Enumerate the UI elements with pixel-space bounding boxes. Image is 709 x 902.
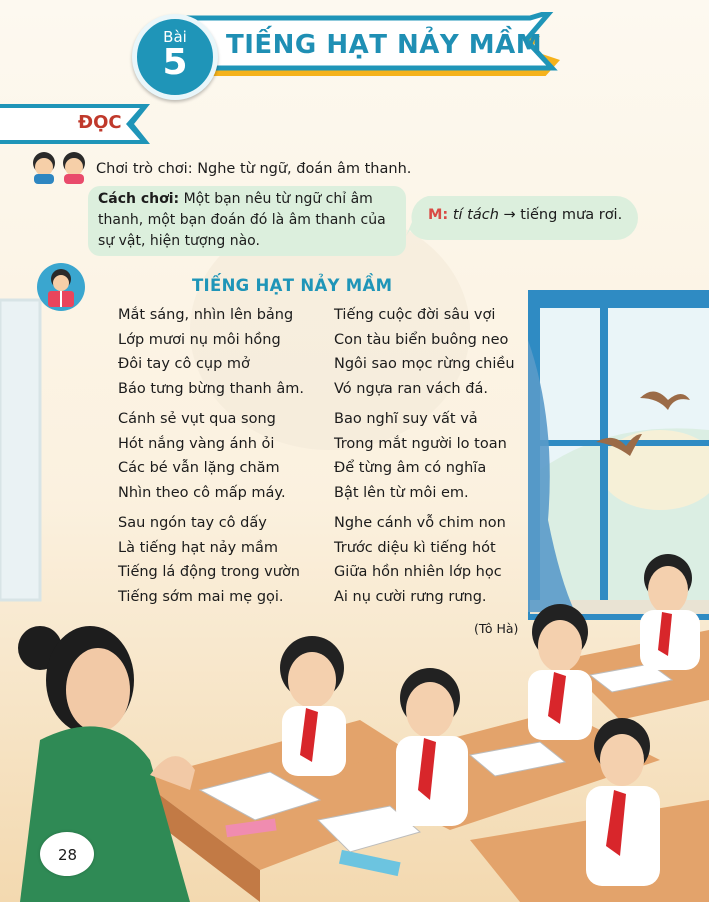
poem-line: Ngôi sao mọc rừng chiều	[334, 356, 515, 372]
poem-line: Cánh sẻ vụt qua song	[118, 411, 276, 427]
poem-line: Ai nụ cười rưng rưng.	[334, 588, 487, 605]
poem-line: Trong mắt người lo toan	[334, 435, 507, 452]
poem-line: Lớp mươi nụ môi hồng	[118, 331, 281, 348]
poem-line: Tiếng lá động trong vườn	[118, 564, 301, 580]
lesson-word: Bài	[163, 28, 187, 46]
example-word: tí tách	[452, 207, 499, 223]
poem-author: (Tô Hà)	[474, 621, 519, 636]
poem-line: Là tiếng hạt nảy mầm	[118, 539, 278, 556]
example-label: M:	[428, 207, 449, 223]
poem-line: Đôi tay cô cụp mở	[118, 356, 250, 372]
lesson-badge	[132, 14, 218, 100]
poem-right-column	[334, 303, 515, 609]
arrow-icon: →	[503, 207, 516, 223]
poem-line: Nghe cánh vỗ chim non	[334, 515, 506, 531]
poem-line: Nhìn theo cô mấp máy.	[118, 484, 286, 501]
poem-line: Trước diệu kì tiếng hót	[334, 539, 496, 556]
poem-line: Các bé vẫn lặng chăm	[118, 460, 280, 476]
howto-body: Một bạn nêu từ ngữ chỉ âm thanh, một bạn đoán đó là âm thanh của sự vật, hiện tượng nào.	[98, 191, 386, 249]
poem-line: Hót nắng vàng ánh ỏi	[118, 435, 275, 452]
howto-text	[98, 189, 402, 252]
section-label: ĐỌC	[78, 112, 122, 133]
poem-line: Để từng âm có nghĩa	[334, 460, 487, 476]
lesson-title: TIẾNG HẠT NẢY MẦM	[226, 30, 543, 60]
poem-title: TIẾNG HẠT NẢY MẦM	[192, 276, 393, 295]
poem-line: Con tàu biển buông neo	[334, 331, 509, 348]
activity-instruction: Chơi trò chơi: Nghe từ ngữ, đoán âm thanh.	[96, 161, 412, 177]
page-number: 28	[58, 846, 78, 864]
poem-line: Tiếng cuộc đời sâu vợi	[334, 307, 496, 323]
poem-line: Giữa hồn nhiên lớp học	[334, 564, 502, 580]
poem-line: Sau ngón tay cô dấy	[118, 515, 267, 531]
poem-left-column	[118, 303, 304, 609]
section-tag	[0, 104, 150, 144]
kids-icon	[28, 150, 90, 184]
reader-icon	[36, 262, 86, 312]
poem-line: Tiếng sớm mai mẹ gọi.	[118, 588, 284, 605]
poem-line: Bao nghĩ suy vất vả	[334, 411, 478, 427]
example-answer: tiếng mưa rơi.	[520, 207, 623, 223]
howto-label: Cách chơi:	[98, 191, 180, 207]
poem-line: Bật lên từ môi em.	[334, 484, 469, 501]
poem-line: Vó ngựa ran vách đá.	[334, 380, 488, 397]
poem-line: Báo tưng bừng thanh âm.	[118, 380, 304, 397]
lesson-number: 5	[162, 42, 188, 83]
example-text	[428, 207, 622, 223]
poem-line: Mắt sáng, nhìn lên bảng	[118, 307, 294, 323]
